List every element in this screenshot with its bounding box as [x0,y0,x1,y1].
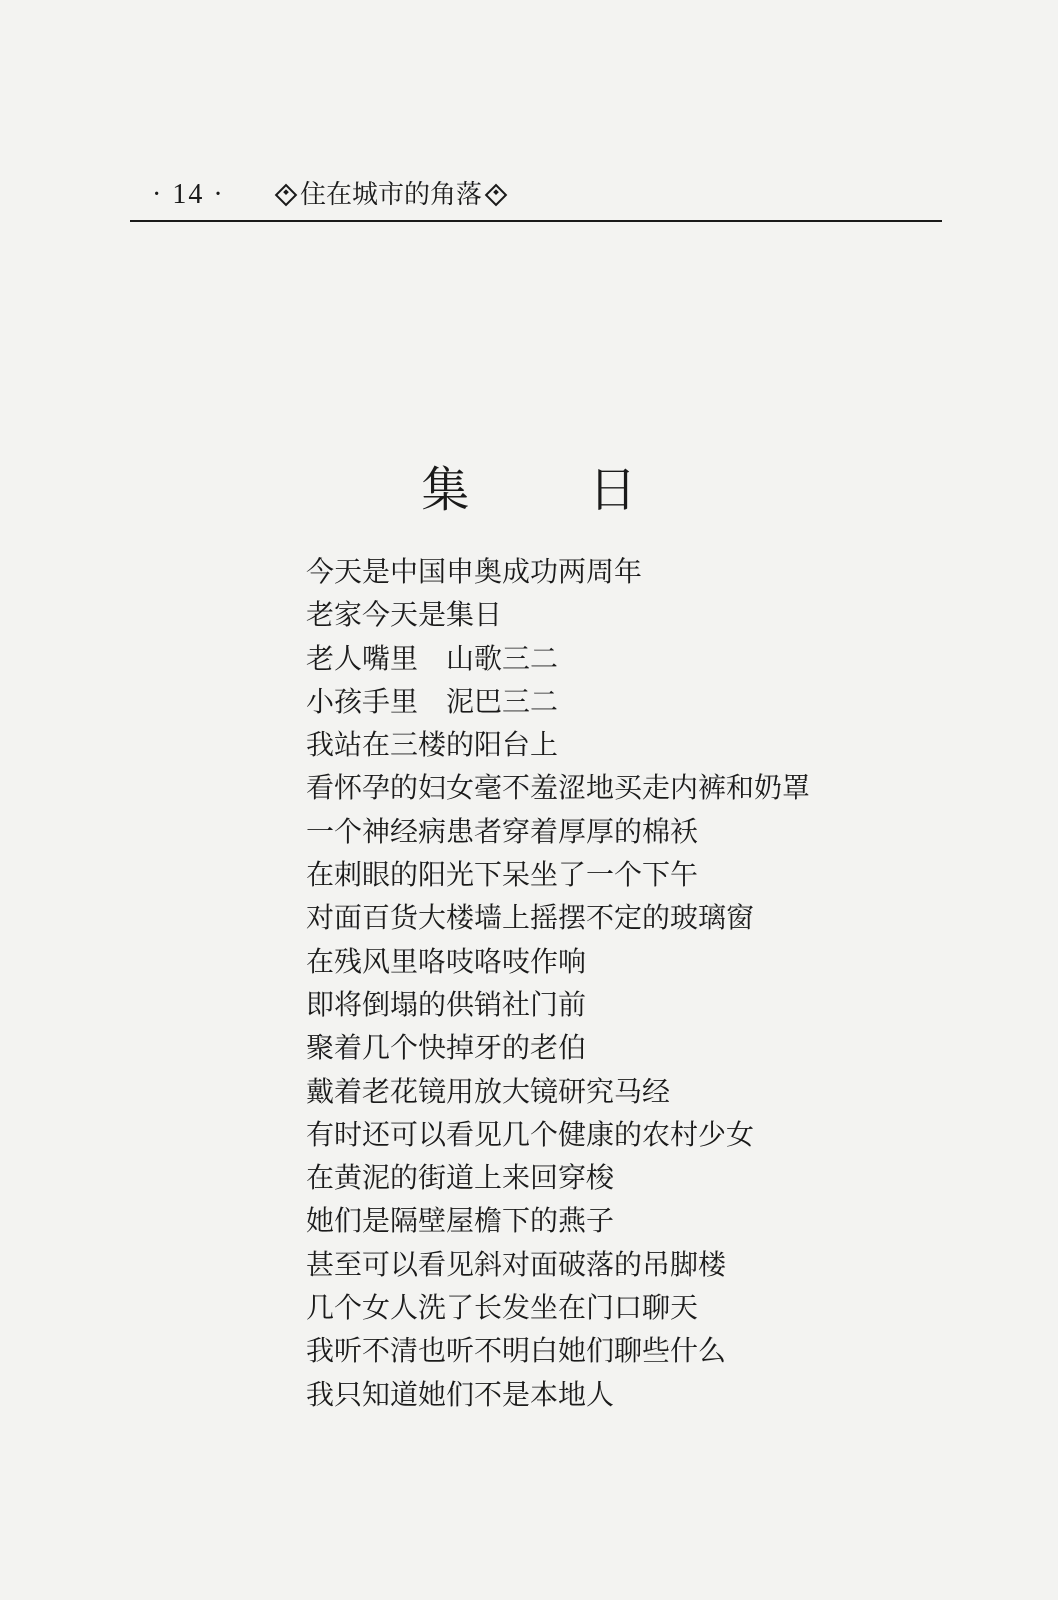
running-title-text: 住在城市的角落 [300,180,483,210]
poem-line: 几个女人洗了长发坐在门口聊天 [306,1291,699,1325]
poem-line: 今天是中国申奥成功两周年 [306,555,643,588]
poem-line: 看怀孕的妇女毫不羞涩地买走内裤和奶罩 [306,771,811,805]
poem-line: 老人嘴里 山歌三二 [306,641,559,675]
poem-line: 在刺眼的阳光下呆坐了一个下午 [306,858,699,892]
poem-line: 聚着几个快掉牙的老伯 [306,1031,587,1065]
poem-line: 即将倒塌的供销社门前 [306,987,587,1021]
poem-title: 集 日 [421,462,689,519]
diamond-ornament-icon [485,184,508,207]
poem-line: 老家今天是集日 [306,598,503,632]
poem-line: 甚至可以看见斜对面破落的吊脚楼 [306,1247,727,1281]
poem-line: 小孩手里 泥巴三二 [306,684,559,718]
poem-line: 对面百货大楼墙上摇摆不定的玻璃窗 [306,901,755,935]
poem-line: 我只知道她们不是本地人 [306,1377,615,1411]
poem-line: 戴着老花镜用放大镜研究马经 [306,1074,671,1108]
page-number: · 14 · [152,179,225,210]
poem-line: 我听不清也听不明白她们聊些什么 [306,1334,727,1368]
poem-line: 我站在三楼的阳台上 [306,728,559,762]
poem-line: 一个神经病患者穿着厚厚的棉袄 [306,814,699,848]
running-title [272,178,510,212]
header-rule [130,220,942,222]
diamond-ornament-icon [275,184,298,207]
poem-line: 她们是隔壁屋檐下的燕子 [306,1204,615,1238]
poem-body [306,550,810,1416]
poem-line: 在黄泥的街道上来回穿梭 [306,1161,615,1195]
page-header [130,178,942,222]
poem-line: 有时还可以看见几个健康的农村少女 [306,1117,755,1151]
poem-line: 在残风里咯吱咯吱作响 [306,944,587,978]
